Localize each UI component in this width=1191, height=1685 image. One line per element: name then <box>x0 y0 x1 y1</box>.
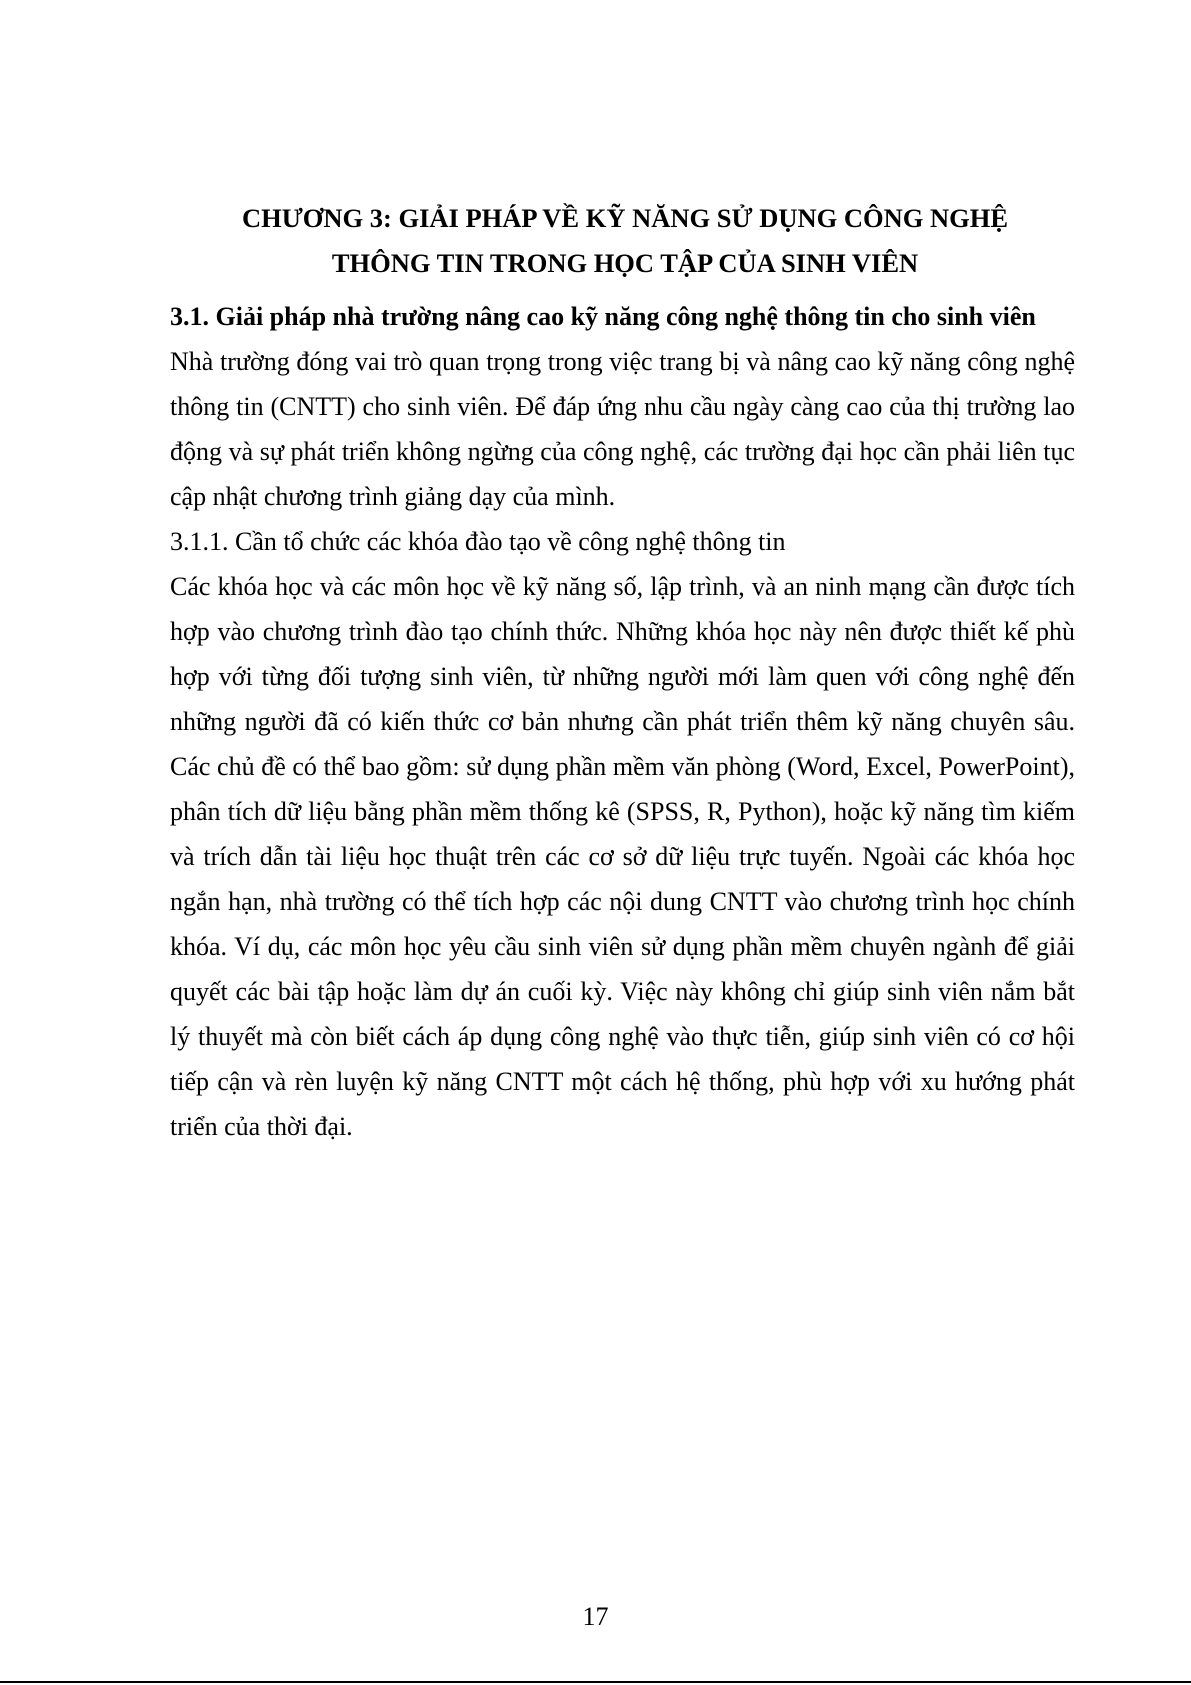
page-number: 17 <box>582 1602 609 1631</box>
section-heading: 3.1. Giải pháp nhà trường nâng cao kỹ năng công nghệ thông tin cho sinh viên <box>170 302 1036 331</box>
bottom-divider <box>0 1681 1191 1683</box>
chapter-title-line-2: THÔNG TIN TRONG HỌC TẬP CỦA SINH VIÊN <box>331 248 919 278</box>
body-content <box>170 294 1075 1149</box>
chapter-title-line-1: CHƯƠNG 3: GIẢI PHÁP VỀ KỸ NĂNG SỬ DỤNG CÔNG NGHỆ <box>241 203 1009 233</box>
subsection-heading: 3.1.1. Cần tổ chức các khóa đào tạo về công nghệ thông tin <box>170 527 786 556</box>
subsection-paragraph: Các khóa học và các môn học về kỹ năng số, lập trình, và an ninh mạng cần được tích hợp vào chương trình đào tạo chính thức. Những khóa học này nên được thiết kế phù hợp với từng đối tượng sinh viên, từ những người mới làm quen với công nghệ đến những người đã có kiến thức cơ bản nhưng cần phát triển thêm kỹ năng chuyên sâu. Các chủ đề có thể bao gồm: sử dụng phần mềm văn phòng (Word, Excel, PowerPoint), phân tích dữ liệu bằng phần mềm thống kê (SPSS, R, Python), hoặc kỹ năng tìm kiếm và trích dẫn tài liệu học thuật trên các cơ sở dữ liệu trực tuyến. Ngoài các khóa học ngắn hạn, nhà trường có thể tích hợp các nội dung CNTT vào chương trình học chính khóa. Ví dụ, các môn học yêu cầu sinh viên sử dụng phần mềm chuyên ngành để giải quyết các bài tập hoặc làm dự án cuối kỳ. Việc này không chỉ giúp sinh viên nắm bắt lý thuyết mà còn biết cách áp dụng công nghệ vào thực tiễn, giúp sinh viên có cơ hội tiếp cận và rèn luyện kỹ năng CNTT một cách hệ thống, phù hợp với xu hướng phát triển của thời đại. <box>170 572 1075 1141</box>
section-paragraph: Nhà trường đóng vai trò quan trọng trong việc trang bị và nâng cao kỹ năng công nghệ thông tin (CNTT) cho sinh viên. Để đáp ứng nhu cầu ngày càng cao của thị trường lao động và sự phát triển không ngừng của công nghệ, các trường đại học cần phải liên tục cập nhật chương trình giảng dạy của mình. <box>170 347 1075 511</box>
chapter-title <box>170 196 1080 286</box>
